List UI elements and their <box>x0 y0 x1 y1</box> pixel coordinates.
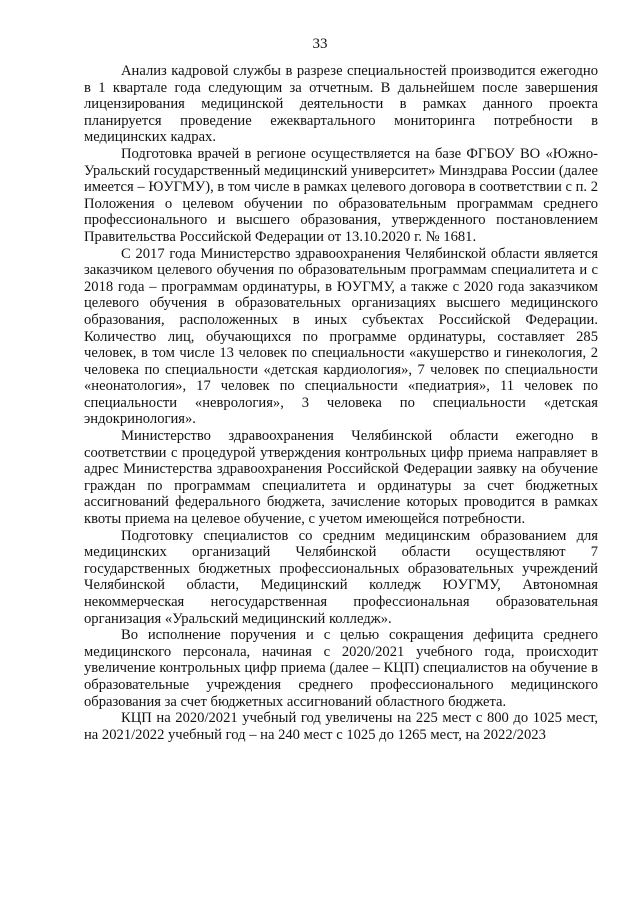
page-number: 33 <box>312 36 328 52</box>
paragraph-admission-quotas: Министерство здравоохранения Челябинской области ежегодно в соответствии с процедурой утверждения контрольных цифр приема направляет в адрес Министерства здравоохранения Российской Федерации заявку на обучение граждан по программам специалитета и ординатуры за счет бюджетных ассигнований федерального бюджета, зачисление которых проводится в рамках квоты приема на целевое обучение, с учетом имеющейся потребности. <box>84 428 598 528</box>
paragraph-deficit-reduction: Во исполнение поручения и с целью сокращения дефицита среднего медицинского персонала, начиная с 2020/2021 учебного года, происходит увеличение контрольных цифр приема (далее – КЦП) специалистов на обучение в образовательные учреждения среднего профессионального медицинского образования за счет бюджетных ассигнований областного бюджета. <box>84 627 598 710</box>
paragraph-staffing-analysis: Анализ кадровой службы в разрезе специальностей производится ежегодно в 1 квартале года следующим за отчетным. В дальнейшем после завершения лицензирования медицинской деятельности в рамках данного проекта планируется проведение ежеквартального мониторинга потребности в медицинских кадрах. <box>84 63 598 146</box>
paragraph-doctor-training: Подготовка врачей в регионе осуществляется на базе ФГБОУ ВО «Южно-Уральский государственный медицинский университет» Минздрава России (далее имеется – ЮУГМУ), в том числе в рамках целевого договора в соответствии с п. 2 Положения о целевом обучении по образовательным программам среднего профессионального и высшего образования, утвержденного постановлением Правительства Российской Федерации от 13.10.2020 г. № 1681. <box>84 145 598 245</box>
paragraph-secondary-education: Подготовку специалистов со средним медицинским образованием для медицинских организаций Челябинской области осуществляют 7 государственных бюджетных профессиональных образовательных учреждений Челябинской области, Медицинский колледж ЮУГМУ, Автономная некоммерческая негосударственная профессиональная образовательная организация «Уральский медицинский колледж». <box>84 527 598 627</box>
document-body <box>84 63 598 743</box>
paragraph-target-training: С 2017 года Министерство здравоохранения Челябинской области является заказчиком целевого обучения по образовательным программам специалитета и с 2018 года – программам ординатуры, в ЮУГМУ, а также с 2020 года заказчиком целевого обучения в образовательных организациях высшего медицинского образования, расположенных в иных субъектах Российской Федерации. Количество лиц, обучающихся по программе ординатуры, составляет 285 человек, в том числе 13 человек по специальности «акушерство и гинекология, 2 человека по специальности «детская кардиология», 7 человек по специальности «неонатология», 17 человек по специальности «педиатрия», 11 человек по специальности «неврология», 3 человека по специальности «детская эндокринология». <box>84 245 598 428</box>
paragraph-kcp-increase: КЦП на 2020/2021 учебный год увеличены на 225 мест с 800 до 1025 мест, на 2021/2022 учебный год – на 240 мест с 1025 до 1265 мест, на 2022/2023 <box>84 710 598 743</box>
